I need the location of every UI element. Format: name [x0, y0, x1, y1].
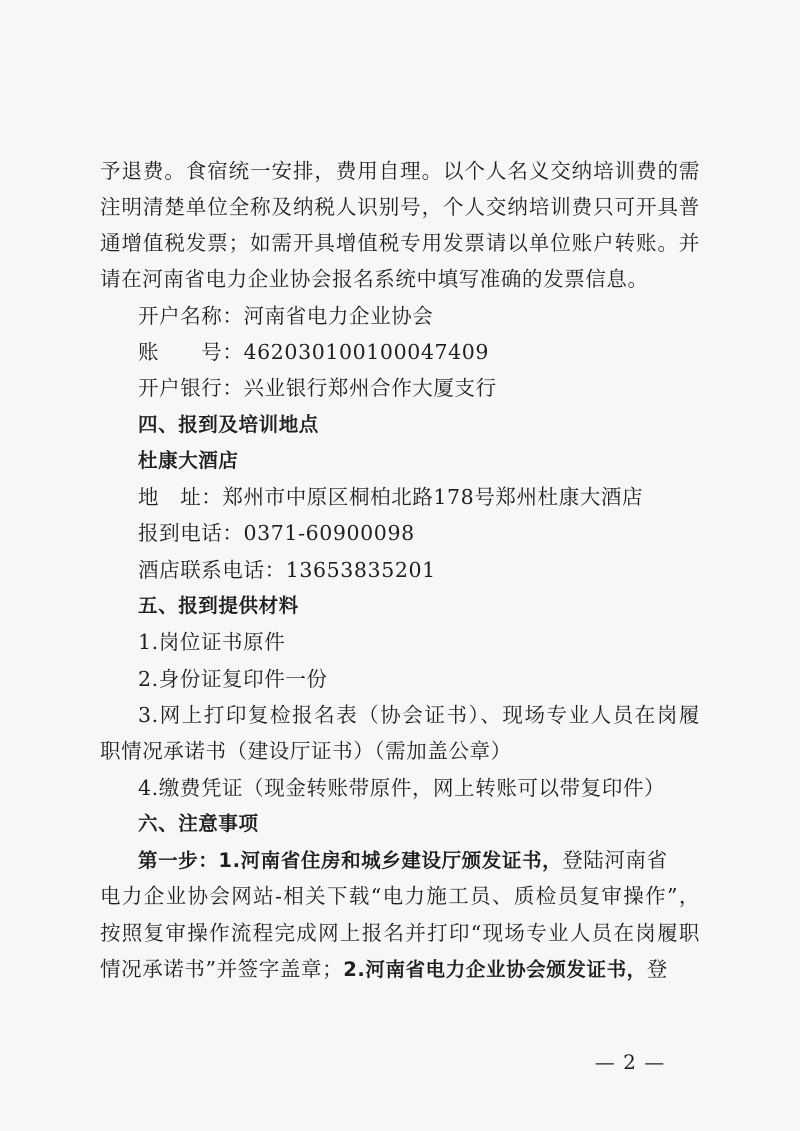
- notice-line-1: [138, 845, 700, 876]
- material-item-3-line-2: 职情况承诺书（建设厅证书）（需加盖公章）: [100, 739, 512, 763]
- hotel-address-line: 地 址：郑州市中原区桐柏北路178号郑州杜康大酒店: [138, 485, 644, 509]
- account-name-line: 开户名称：河南省电力企业协会: [138, 304, 434, 328]
- notice-line-2: 电力企业协会网站-相关下载“电力施工员、质检员复审操作”，: [100, 884, 700, 908]
- page-number: — 2 —: [594, 1050, 666, 1074]
- fees-paragraph-line-4: 请在河南省电力企业协会报名系统中填写准确的发票信息。: [100, 267, 649, 291]
- fees-paragraph-line-2: 注明清楚单位全称及纳税人识别号，个人交纳培训费只可开具普: [100, 195, 700, 219]
- section-5-heading: 五、报到提供材料: [138, 594, 299, 617]
- step-1-rest-text: 登陆河南省: [562, 848, 668, 872]
- step-2-bold-text: 2.河南省电力企业协会颁发证书，: [343, 958, 647, 981]
- notice-line-4-text: 情况承诺书”并签字盖章；: [100, 957, 344, 981]
- material-item-3-line-1: 3.网上打印复检报名表（协会证书）、现场专业人员在岗履: [138, 703, 700, 727]
- fees-paragraph-line-1: 予退费。食宿统一安排，费用自理。以个人名义交纳培训费的需: [100, 159, 700, 183]
- bank-branch-line: 开户银行：兴业银行郑州合作大厦支行: [138, 376, 497, 400]
- material-item-1: 1.岗位证书原件: [138, 630, 286, 654]
- fees-paragraph-line-3: 通增值税发票；如需开具增值税专用发票请以单位账户转账。并: [100, 231, 700, 255]
- notice-line-4: [100, 954, 700, 985]
- checkin-phone-line: 报到电话：0371-60900098: [138, 521, 415, 545]
- notice-line-4-end: 登: [646, 957, 668, 981]
- section-6-heading: 六、注意事项: [138, 812, 259, 835]
- notice-line-3: 按照复审操作流程完成网上报名并打印“现场专业人员在岗履职: [100, 921, 700, 945]
- section-4-heading: 四、报到及培训地点: [138, 413, 319, 436]
- step-1-bold-text: 第一步：1.河南省住房和城乡建设厅颁发证书，: [138, 849, 563, 872]
- hotel-phone-line: 酒店联系电话：13653835201: [138, 558, 436, 582]
- material-item-2: 2.身份证复印件一份: [138, 667, 328, 691]
- material-item-4: 4.缴费凭证（现金转账带原件，网上转账可以带复印件）: [138, 776, 666, 800]
- account-number-line: 账 号：462030100100047409: [138, 340, 490, 364]
- hotel-name: 杜康大酒店: [138, 449, 239, 472]
